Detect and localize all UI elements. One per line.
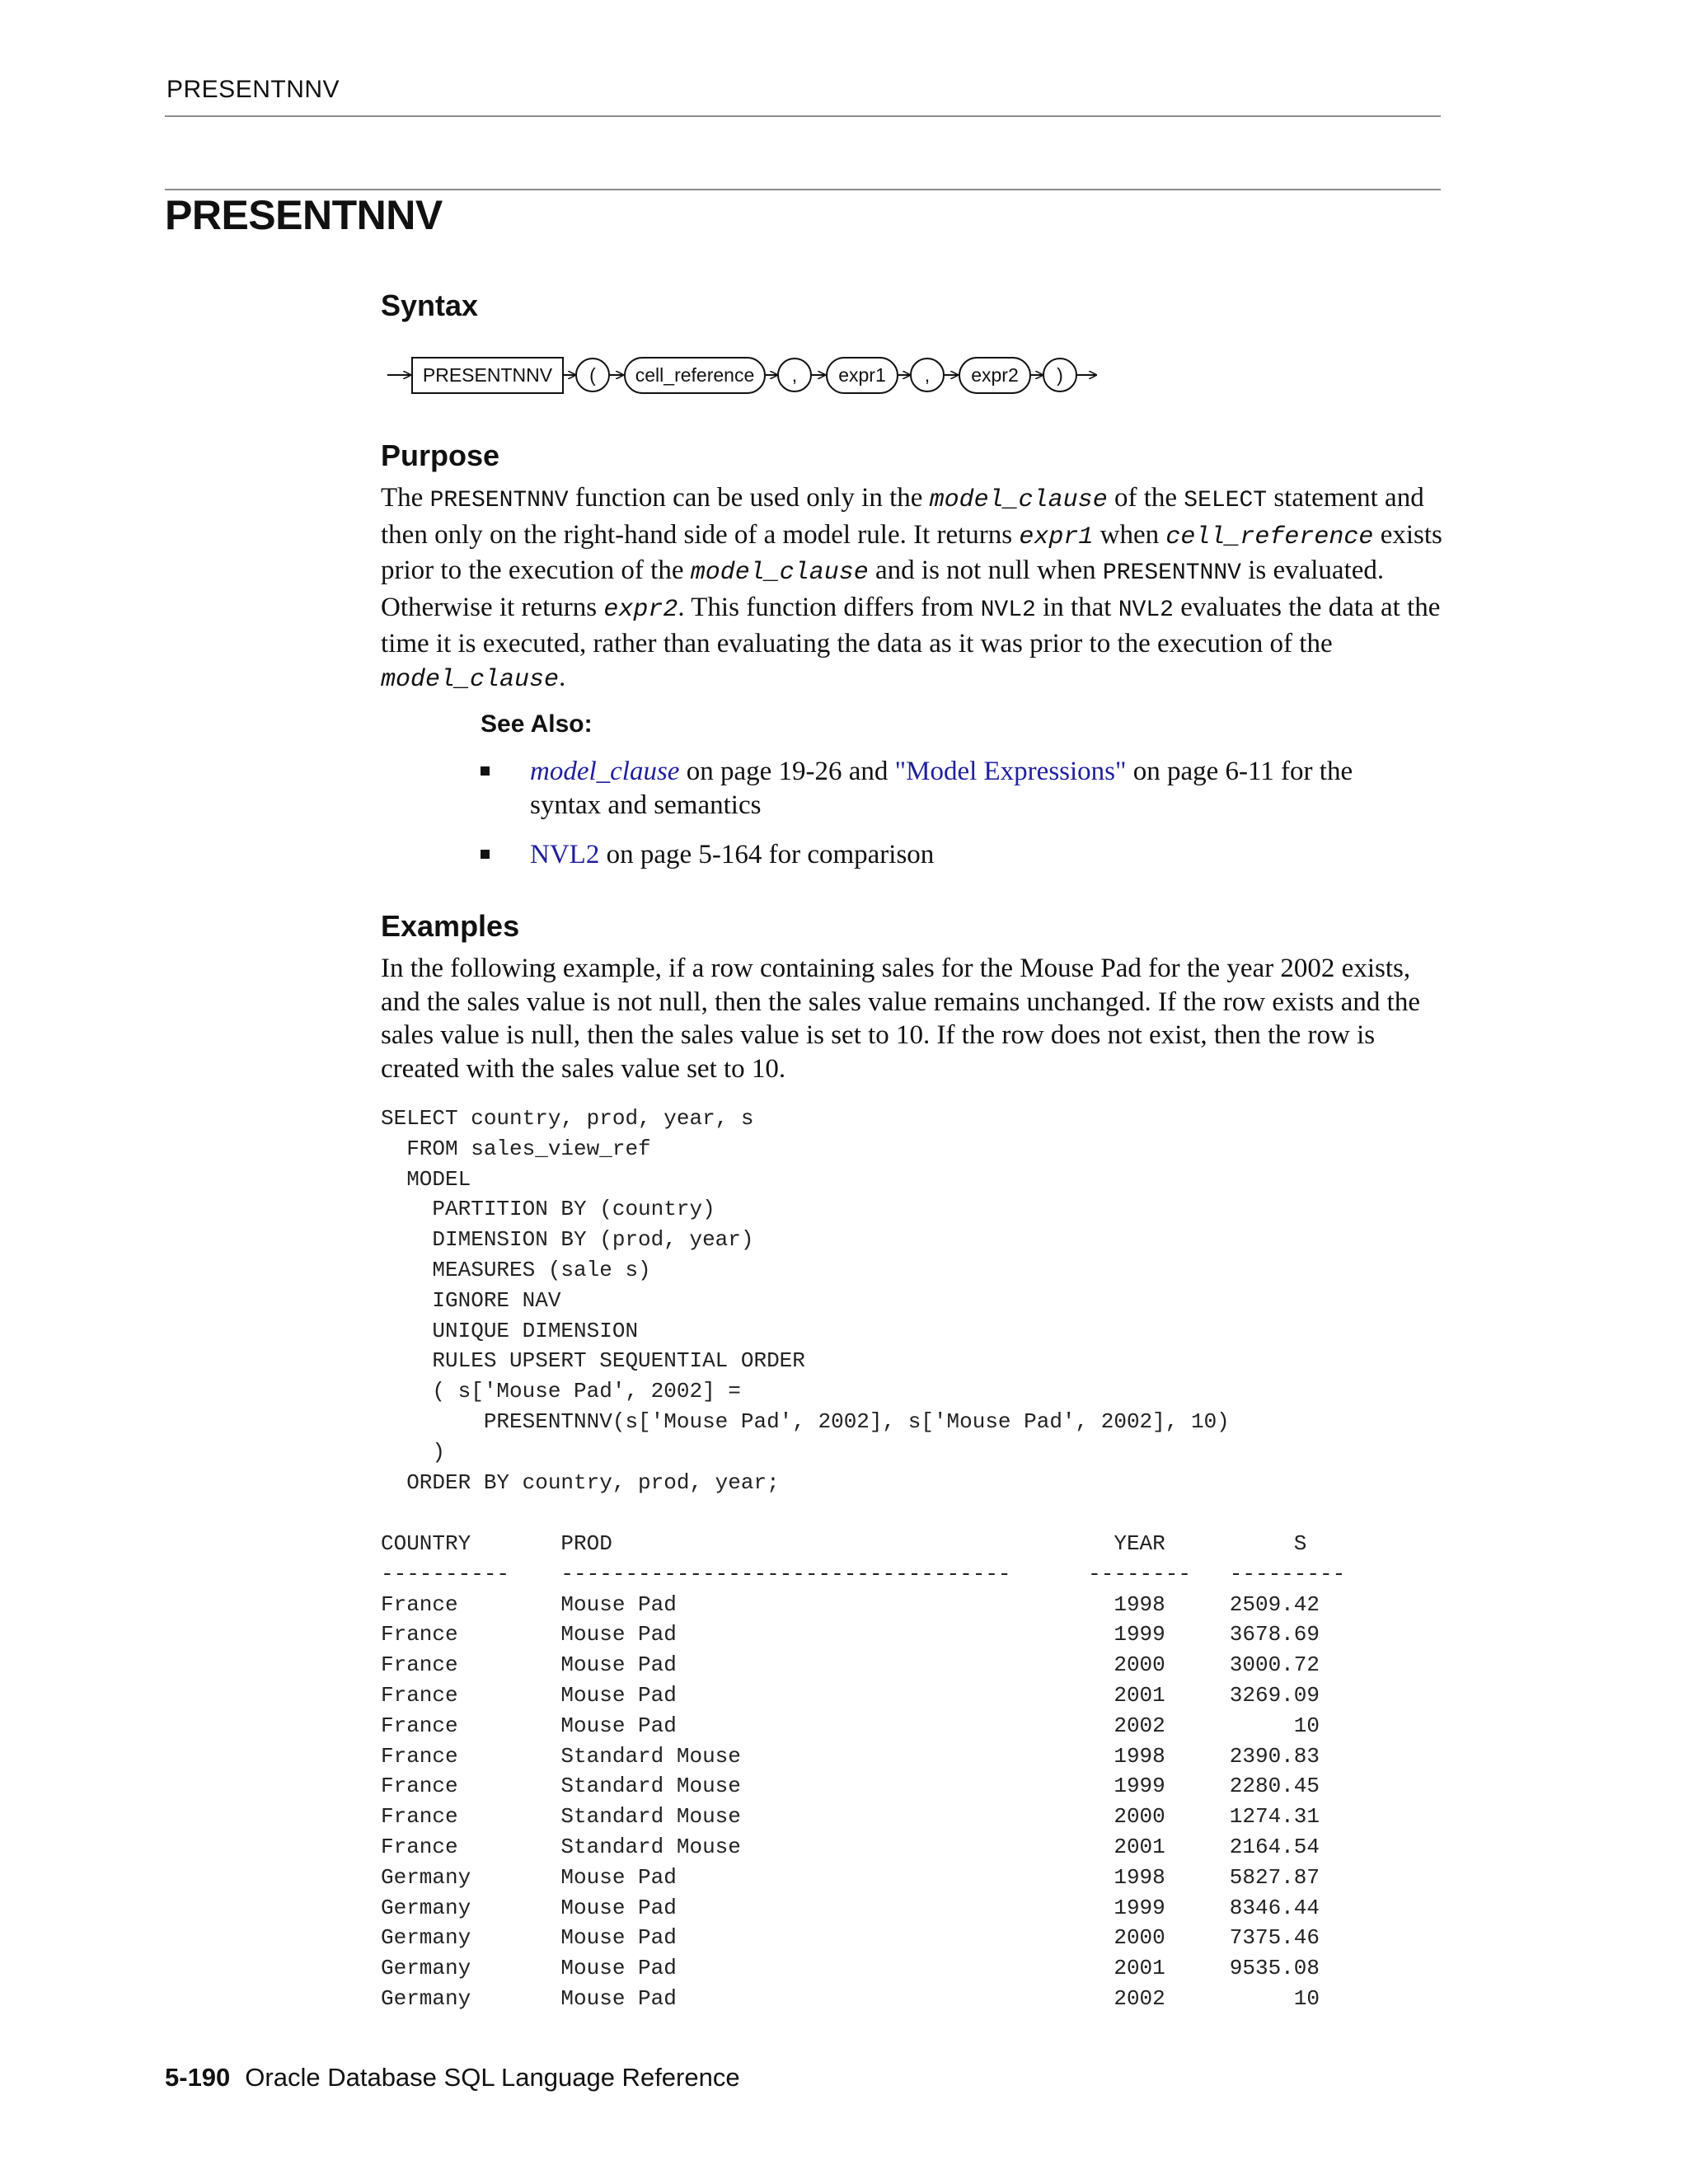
- see-also-item: model_clause on page 19-26 and "Model Expressions" on page 6-11 for the syntax and semantics: [481, 755, 1404, 822]
- purpose-section: [381, 438, 1452, 696]
- page-footer: [165, 2063, 740, 2093]
- title-rule: [165, 189, 1441, 190]
- page-title: PRESENTNNV: [165, 192, 443, 238]
- see-also-box: [481, 710, 1470, 888]
- syntax-comma: ,: [791, 364, 798, 386]
- model-clause-link[interactable]: model_clause: [530, 757, 680, 786]
- syntax-close-paren: ): [1057, 364, 1063, 386]
- model-expressions-link[interactable]: "Model Expressions": [894, 757, 1127, 786]
- syntax-arg-expr1: expr1: [838, 364, 886, 386]
- purpose-heading: Purpose: [381, 438, 500, 472]
- syntax-open-paren: (: [589, 364, 596, 386]
- see-also-heading: See Also:: [481, 710, 593, 738]
- purpose-paragraph: The PRESENTNNV function can be used only in the model_clause of the SELECT statement and then only on the right-hand side of a model rule. It returns expr1 when cell_reference exists prior to the execution of the model_clause and is not null when PRESENTNNV is evaluated. Otherwise it returns expr2. This function differs from NVL2 in that NVL2 evaluates the data at the time it is executed, rather than evaluating the data as it was prior to the execution of the model_clause.: [381, 483, 1442, 694]
- running-header: PRESENTNNV: [166, 76, 340, 103]
- examples-heading: Examples: [381, 909, 520, 943]
- bullet-icon: [481, 850, 490, 859]
- syntax-comma: ,: [924, 364, 931, 386]
- sql-query-code: SELECT country, prod, year, s FROM sales_view_ref MODEL PARTITION BY (country) DIMENSION BY (prod, year) MEASURES (sale s) IGNORE NAV UNIQUE DIMENSION RULES UPSERT SEQUENTIAL ORDER ( s['Mouse Pad', 2002] = PRESENTNNV(s['Mouse Pad', 2002], s['Mouse Pad', 2002], 10) ) ORDER BY country, prod, year;: [381, 1106, 1230, 1495]
- see-also-item: NVL2 on page 5-164 for comparison: [481, 838, 1470, 872]
- examples-intro: In the following example, if a row containing sales for the Mouse Pad for the year 2002 exists, and the sales value is not null, then the sales value remains unchanged. If the row exists and the sales value is null, then the sales value is set to 10. If the row does not exist, then the row is created with the sales value set to 10.: [381, 954, 1420, 1084]
- page-number: 5-190: [165, 2063, 231, 2092]
- bullet-icon: [481, 766, 490, 776]
- book-title: Oracle Database SQL Language Reference: [245, 2063, 740, 2092]
- syntax-diagram: [381, 348, 1106, 402]
- header-rule: [165, 115, 1441, 117]
- syntax-heading: Syntax: [381, 288, 479, 322]
- syntax-keyword: PRESENTNNV: [422, 364, 553, 386]
- syntax-arg-expr2: expr2: [971, 364, 1019, 386]
- examples-section: [381, 909, 1452, 1085]
- query-result-table: COUNTRY PROD YEAR S ---------- ----------------------------------- -------- --------- France Mouse Pad 1998 2509.42 France Mouse Pad 1999 3678.69 France Mouse Pad 2000 3000.72 France Mouse Pad 2001 3269.09 France Mouse Pad 2002 10 France Standard Mouse 1998 2390.83 France Standard Mouse 1999 2280.45 France Standard Mouse 2000 1274.31 France Standard Mouse 2001 2164.54 Germany Mouse Pad 1998 5827.87 Germany Mouse Pad 1999 8346.44 Germany Mouse Pad 2000 7375.46 Germany Mouse Pad 2001 9535.08 Germany Mouse Pad 2002 10: [381, 1531, 1346, 2011]
- syntax-arg-cell-reference: cell_reference: [635, 364, 755, 386]
- nvl2-link[interactable]: NVL2: [530, 840, 600, 869]
